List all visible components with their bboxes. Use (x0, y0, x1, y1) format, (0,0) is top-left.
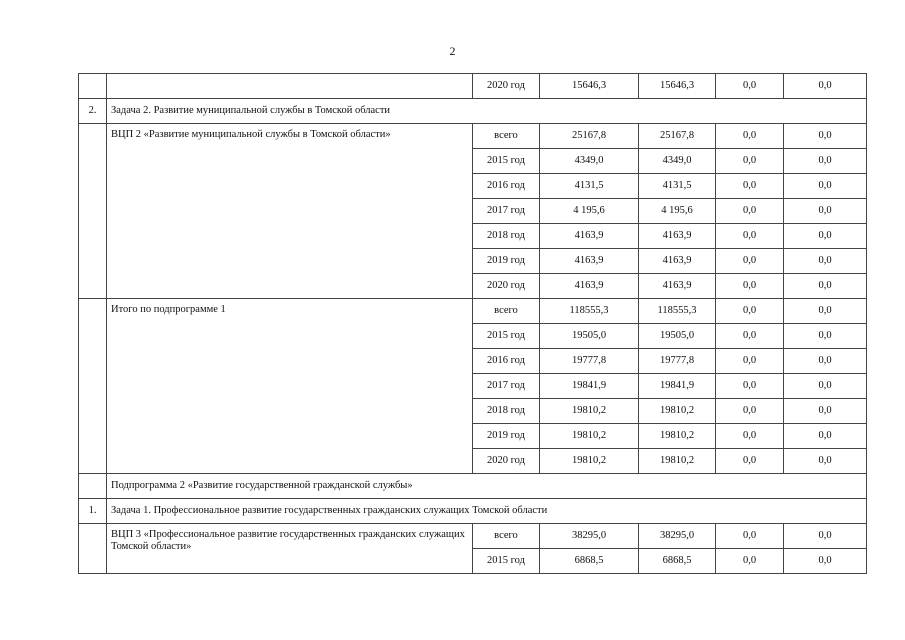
task-title-cell: Задача 2. Развитие муниципальной службы в Томской области (107, 99, 867, 124)
total-cell: 4349,0 (540, 149, 639, 174)
year-cell: 2019 год (473, 424, 540, 449)
budget-cell: 19777,8 (639, 349, 716, 374)
year-cell: всего (473, 299, 540, 324)
table-row-task-2 (79, 99, 867, 124)
value-b-cell: 0,0 (784, 224, 867, 249)
year-cell: 2017 год (473, 374, 540, 399)
value-a-cell: 0,0 (716, 524, 784, 549)
total-cell: 4131,5 (540, 174, 639, 199)
year-cell: 2020 год (473, 449, 540, 474)
total-cell: 19810,2 (540, 399, 639, 424)
section-title-cell: Подпрограмма 2 «Развитие государственной гражданской службы» (107, 474, 867, 499)
program-name-cell-vcp3: ВЦП 3 «Профессиональное развитие государственных гражданских служащих Томской области» (107, 524, 473, 574)
value-b-cell: 0,0 (784, 149, 867, 174)
value-b-cell: 0,0 (784, 274, 867, 299)
budget-cell: 4 195,6 (639, 199, 716, 224)
table-row (79, 74, 867, 99)
value-b-cell: 0,0 (784, 74, 867, 99)
row-number-cell (79, 124, 107, 299)
program-name-cell-vcp2: ВЦП 2 «Развитие муниципальной службы в Томской области» (107, 124, 473, 299)
table-row-task-1 (79, 499, 867, 524)
value-b-cell: 0,0 (784, 324, 867, 349)
budget-cell: 4163,9 (639, 249, 716, 274)
value-a-cell: 0,0 (716, 174, 784, 199)
value-b-cell: 0,0 (784, 199, 867, 224)
value-a-cell: 0,0 (716, 424, 784, 449)
total-cell: 6868,5 (540, 549, 639, 574)
page-number: 2 (449, 44, 456, 58)
value-a-cell: 0,0 (716, 324, 784, 349)
budget-cell: 19810,2 (639, 399, 716, 424)
table-row (79, 524, 867, 549)
total-cell: 4163,9 (540, 249, 639, 274)
budget-cell: 38295,0 (639, 524, 716, 549)
row-number-cell (79, 74, 107, 99)
budget-cell: 4163,9 (639, 224, 716, 249)
year-cell: 2020 год (473, 74, 540, 99)
value-b-cell: 0,0 (784, 549, 867, 574)
total-cell: 4163,9 (540, 274, 639, 299)
value-b-cell: 0,0 (784, 374, 867, 399)
year-cell: 2015 год (473, 149, 540, 174)
year-cell: 2020 год (473, 274, 540, 299)
budget-cell: 6868,5 (639, 549, 716, 574)
value-b-cell: 0,0 (784, 249, 867, 274)
budget-cell: 25167,8 (639, 124, 716, 149)
subtotal-name-cell: Итого по подпрограмме 1 (107, 299, 473, 474)
row-number-cell (79, 474, 107, 499)
total-cell: 4163,9 (540, 224, 639, 249)
row-name-cell (107, 74, 473, 99)
year-cell: 2016 год (473, 349, 540, 374)
row-number-cell: 2. (79, 99, 107, 124)
table-row (79, 299, 867, 324)
value-a-cell: 0,0 (716, 224, 784, 249)
value-b-cell: 0,0 (784, 524, 867, 549)
total-cell: 38295,0 (540, 524, 639, 549)
total-cell: 19505,0 (540, 324, 639, 349)
value-a-cell: 0,0 (716, 374, 784, 399)
value-a-cell: 0,0 (716, 249, 784, 274)
row-number-cell (79, 524, 107, 574)
value-b-cell: 0,0 (784, 424, 867, 449)
total-cell: 118555,3 (540, 299, 639, 324)
budget-cell: 4131,5 (639, 174, 716, 199)
value-a-cell: 0,0 (716, 124, 784, 149)
budget-cell: 19841,9 (639, 374, 716, 399)
value-b-cell: 0,0 (784, 449, 867, 474)
value-a-cell: 0,0 (716, 449, 784, 474)
total-cell: 19841,9 (540, 374, 639, 399)
budget-cell: 19505,0 (639, 324, 716, 349)
budget-cell: 19810,2 (639, 449, 716, 474)
total-cell: 19810,2 (540, 424, 639, 449)
value-a-cell: 0,0 (716, 199, 784, 224)
year-cell: 2016 год (473, 174, 540, 199)
value-b-cell: 0,0 (784, 299, 867, 324)
finance-table (78, 73, 867, 574)
year-cell: всего (473, 524, 540, 549)
value-a-cell: 0,0 (716, 74, 784, 99)
value-b-cell: 0,0 (784, 349, 867, 374)
table-row-subprogram-2 (79, 474, 867, 499)
value-a-cell: 0,0 (716, 349, 784, 374)
row-number-cell: 1. (79, 499, 107, 524)
value-b-cell: 0,0 (784, 174, 867, 199)
year-cell: 2015 год (473, 549, 540, 574)
section-title-cell: Задача 1. Профессиональное развитие государственных гражданских служащих Томской области (107, 499, 867, 524)
budget-cell: 4163,9 (639, 274, 716, 299)
table-row (79, 124, 867, 149)
value-a-cell: 0,0 (716, 399, 784, 424)
total-cell: 19810,2 (540, 449, 639, 474)
total-cell: 15646,3 (540, 74, 639, 99)
budget-cell: 15646,3 (639, 74, 716, 99)
budget-cell: 19810,2 (639, 424, 716, 449)
total-cell: 4 195,6 (540, 199, 639, 224)
value-a-cell: 0,0 (716, 299, 784, 324)
year-cell: 2015 год (473, 324, 540, 349)
total-cell: 25167,8 (540, 124, 639, 149)
year-cell: 2018 год (473, 399, 540, 424)
value-a-cell: 0,0 (716, 549, 784, 574)
year-cell: 2017 год (473, 199, 540, 224)
value-b-cell: 0,0 (784, 124, 867, 149)
value-a-cell: 0,0 (716, 149, 784, 174)
budget-cell: 4349,0 (639, 149, 716, 174)
year-cell: 2019 год (473, 249, 540, 274)
value-a-cell: 0,0 (716, 274, 784, 299)
budget-cell: 118555,3 (639, 299, 716, 324)
year-cell: всего (473, 124, 540, 149)
year-cell: 2018 год (473, 224, 540, 249)
total-cell: 19777,8 (540, 349, 639, 374)
row-number-cell (79, 299, 107, 474)
value-b-cell: 0,0 (784, 399, 867, 424)
